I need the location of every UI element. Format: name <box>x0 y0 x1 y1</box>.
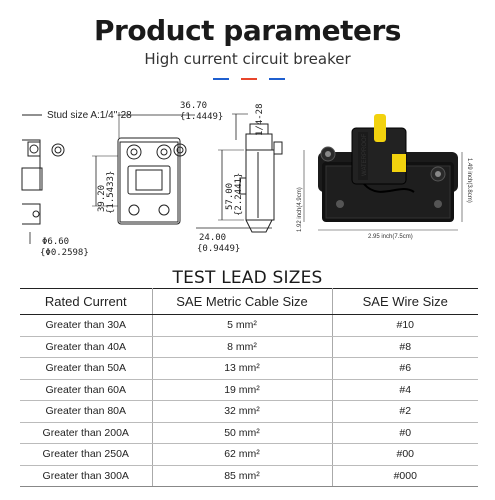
test-lead-table <box>20 288 478 487</box>
width-dimension-inch: {1.4449} <box>180 112 224 122</box>
rated-current-cell: Greater than 40A <box>20 336 152 358</box>
stud-label: Stud size A:1/4"-28 <box>47 110 132 121</box>
thread-dimension: 1/4-28 <box>255 103 265 136</box>
decorative-dashes <box>209 78 289 82</box>
table-row <box>20 315 478 337</box>
rated-current-cell: Greater than 80A <box>20 401 152 423</box>
table-row <box>20 358 478 380</box>
depth-dimension-inch: {0.9449} <box>197 244 241 254</box>
photo-height-dimension: 1.92 inch(4.9cm) <box>297 187 303 232</box>
rated-current-cell: Greater than 30A <box>20 315 152 337</box>
header-metric-cable-size: SAE Metric Cable Size <box>152 289 332 315</box>
table-row <box>20 444 478 466</box>
metric-cable-cell: 5 mm² <box>152 315 332 337</box>
mount-dimension: 39.20 <box>97 184 107 212</box>
page-subtitle: High current circuit breaker <box>144 50 351 68</box>
dimension-diagram <box>0 92 495 262</box>
table-row <box>20 336 478 358</box>
table-row <box>20 422 478 444</box>
wire-size-cell: #8 <box>332 336 478 358</box>
dash-left <box>213 78 229 80</box>
dash-middle <box>241 78 257 80</box>
photo-width-dimension: 2.95 inch(7.5cm) <box>368 234 413 240</box>
height-dimension-inch: {2.2441} <box>234 172 244 216</box>
metric-cable-cell: 32 mm² <box>152 401 332 423</box>
rated-current-cell: Greater than 300A <box>20 465 152 487</box>
product-photo <box>318 114 458 222</box>
wire-size-cell: #4 <box>332 379 478 401</box>
header-wire-size: SAE Wire Size <box>332 289 478 315</box>
metric-cable-cell: 19 mm² <box>152 379 332 401</box>
metric-cable-cell: 13 mm² <box>152 358 332 380</box>
metric-cable-cell: 50 mm² <box>152 422 332 444</box>
front-view <box>118 138 186 224</box>
table-row <box>20 465 478 487</box>
rated-current-cell: Greater than 250A <box>20 444 152 466</box>
rated-current-cell: Greater than 50A <box>20 358 152 380</box>
height-dimension: 57.00 <box>225 182 235 210</box>
metric-cable-cell: 62 mm² <box>152 444 332 466</box>
dash-right <box>269 78 285 80</box>
width-dimension: 36.70 <box>180 101 208 111</box>
table-row <box>20 401 478 423</box>
wire-size-cell: #10 <box>332 315 478 337</box>
photo-side-dimension: 1.49 inch(3.8cm) <box>466 158 472 203</box>
rated-current-cell: Greater than 60A <box>20 379 152 401</box>
wire-size-cell: #00 <box>332 444 478 466</box>
left-partial-view <box>22 140 64 224</box>
mount-dimension-inch: {1.5433} <box>106 170 116 214</box>
header-rated-current: Rated Current <box>20 289 152 315</box>
wire-size-cell: #2 <box>332 401 478 423</box>
rated-current-cell: Greater than 200A <box>20 422 152 444</box>
hole-dimension-inch: {Φ0.2598} <box>40 248 89 258</box>
metric-cable-cell: 85 mm² <box>152 465 332 487</box>
table-header-row <box>20 289 478 315</box>
wire-size-cell: #0 <box>332 422 478 444</box>
table-title: TEST LEAD SIZES <box>172 268 323 288</box>
wire-size-cell: #000 <box>332 465 478 487</box>
depth-dimension: 24.00 <box>199 233 227 243</box>
table-row <box>20 379 478 401</box>
wire-size-cell: #6 <box>332 358 478 380</box>
photo-brand-text: WATERPROOF <box>362 133 368 176</box>
hole-dimension: Φ6.60 <box>42 237 70 247</box>
metric-cable-cell: 8 mm² <box>152 336 332 358</box>
page-title: Product parameters <box>94 14 401 47</box>
side-view <box>240 124 282 232</box>
